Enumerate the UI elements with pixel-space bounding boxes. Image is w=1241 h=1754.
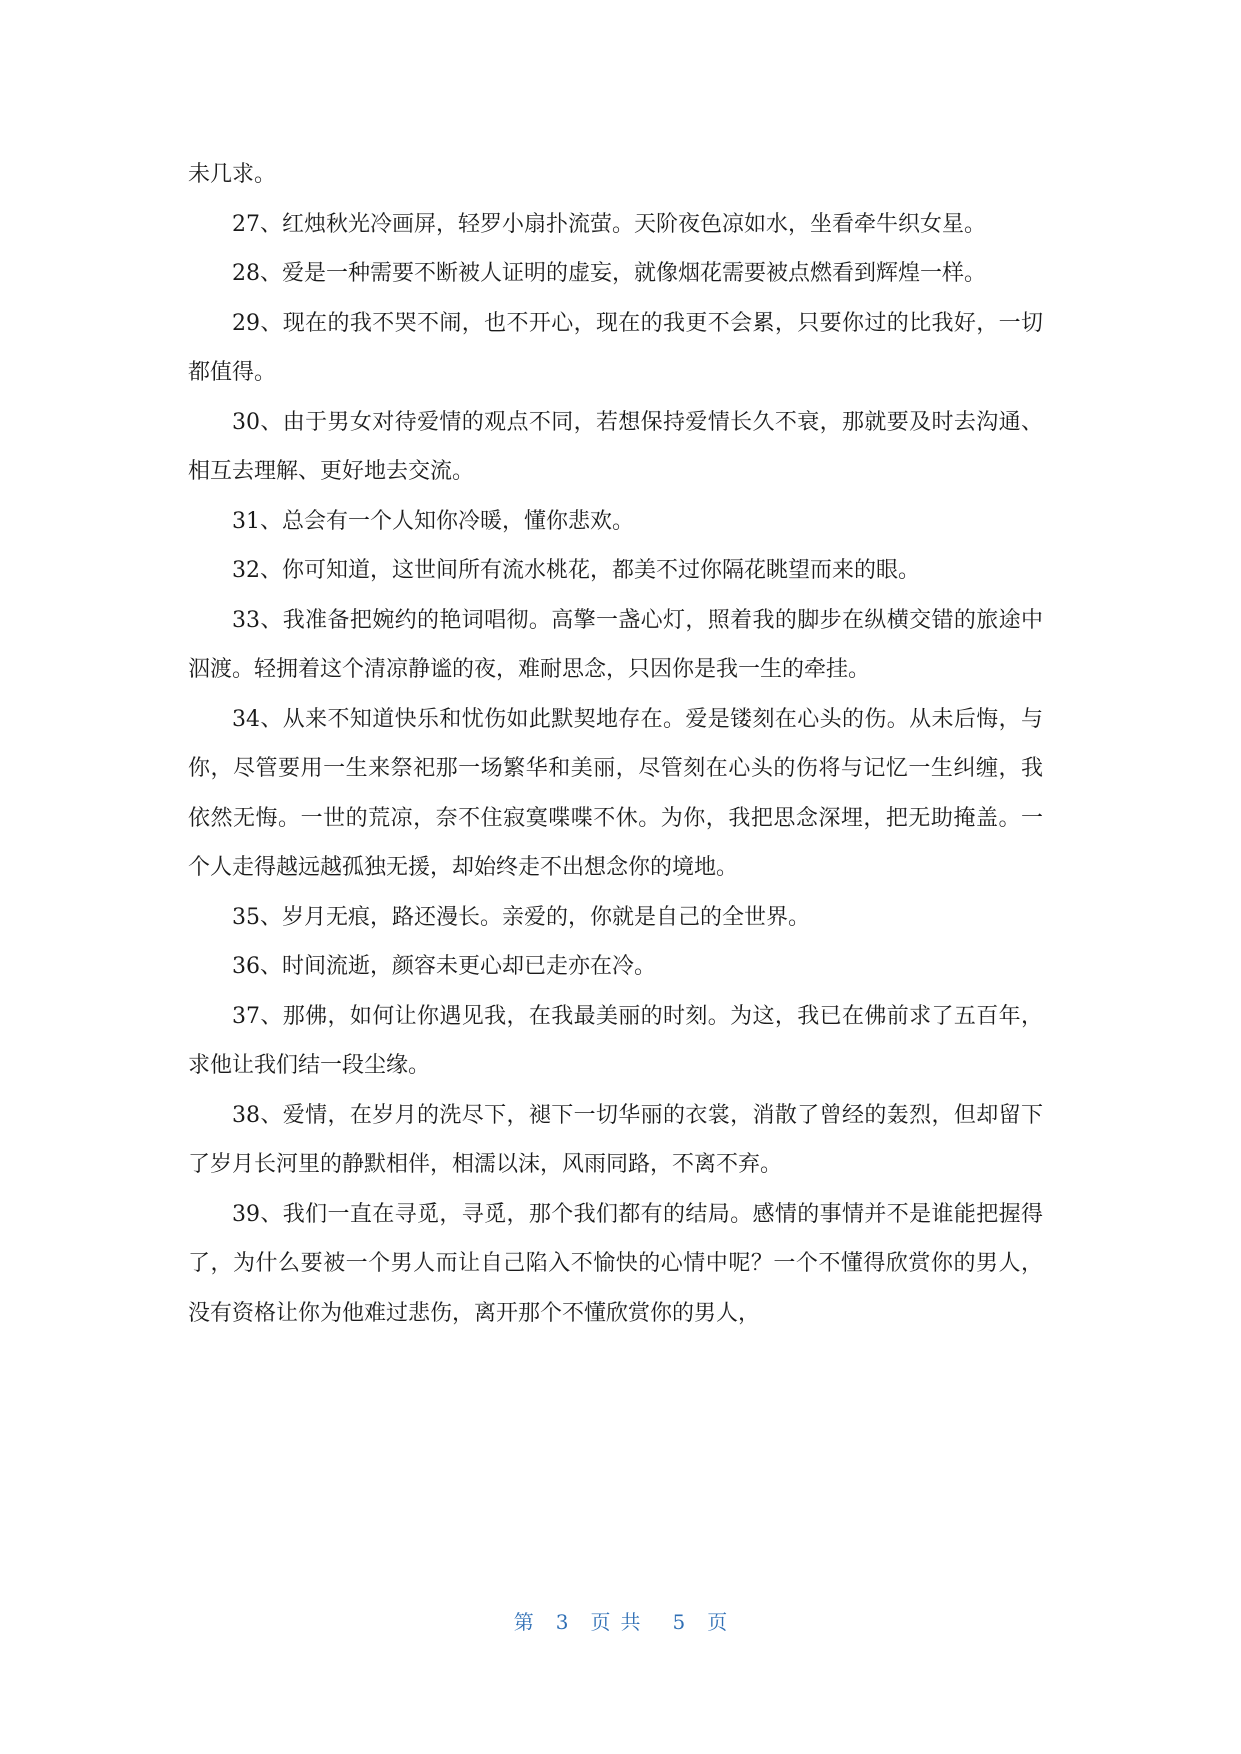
footer-prefix: 第: [513, 1610, 534, 1634]
paragraph-28: 28、爱是一种需要不断被人证明的虚妄，就像烟花需要被点燃看到辉煌一样。: [232, 261, 986, 286]
paragraph-29: 29、现在的我不哭不闹，也不开心，现在的我更不会累，只要你过的比我好，一切都值得。: [188, 310, 1043, 385]
footer-current-page: 3: [555, 1610, 569, 1634]
paragraph-36: 36、时间流逝，颜容未更心却已走亦在冷。: [232, 954, 656, 979]
paragraph-39: 39、我们一直在寻觅，寻觅，那个我们都有的结局。感情的事情并不是谁能把握得了，为什么要被一个男人而让自己陷入不愉快的心情中呢？一个不懂得欣赏你的男人，没有资格让你为他难过悲伤，离开那个不懂欣赏你的男人，: [188, 1201, 1043, 1326]
paragraph-27: 27、红烛秋光冷画屏，轻罗小扇扑流萤。天阶夜色凉如水，坐看牵牛织女星。: [232, 211, 986, 237]
paragraph-33: 33、我准备把婉约的艳词唱彻。高擎一盏心灯，照着我的脚步在纵横交错的旅途中泅渡。轻拥着这个清凉静谧的夜，难耐思念，只因你是我一生的牵挂。: [188, 607, 1043, 682]
footer-mid: 页共: [590, 1610, 651, 1634]
paragraph-35: 35、岁月无痕，路还漫长。亲爱的，你就是自己的全世界。: [232, 904, 810, 930]
paragraph-0: 未几求。: [188, 162, 277, 187]
paragraph-32: 32、你可知道，这世间所有流水桃花，都美不过你隔花眺望而来的眼。: [232, 558, 920, 583]
paragraph-31: 31、总会有一个人知你冷暖，懂你悲欢。: [232, 508, 634, 534]
footer-total-pages: 5: [672, 1610, 686, 1634]
document-body: [188, 150, 1043, 1338]
paragraph-37: 37、那佛，如何让你遇见我，在我最美丽的时刻。为这，我已在佛前求了五百年，求他让我们结一段尘缘。: [188, 1003, 1043, 1078]
paragraph-30: 30、由于男女对待爱情的观点不同，若想保持爱情长久不衰，那就要及时去沟通、相互去理解、更好地去交流。: [188, 409, 1043, 484]
paragraph-38: 38、爱情，在岁月的洗尽下，褪下一切华丽的衣裳，消散了曾经的轰烈，但却留下了岁月长河里的静默相伴，相濡以沫，风雨同路，不离不弃。: [188, 1102, 1043, 1177]
page-footer: [0, 1606, 1241, 1635]
footer-suffix: 页: [707, 1610, 728, 1634]
paragraph-34: 34、从来不知道快乐和忧伤如此默契地存在。爱是镂刻在心头的伤。从未后悔，与你，尽管要用一生来祭祀那一场繁华和美丽，尽管刻在心头的伤将与记忆一生纠缠，我依然无悔。一世的荒凉，奈不住寂寞喋喋不休。为你，我把思念深埋，把无助掩盖。一个人走得越远越孤独无援，却始终走不出想念你的境地。: [188, 706, 1043, 880]
